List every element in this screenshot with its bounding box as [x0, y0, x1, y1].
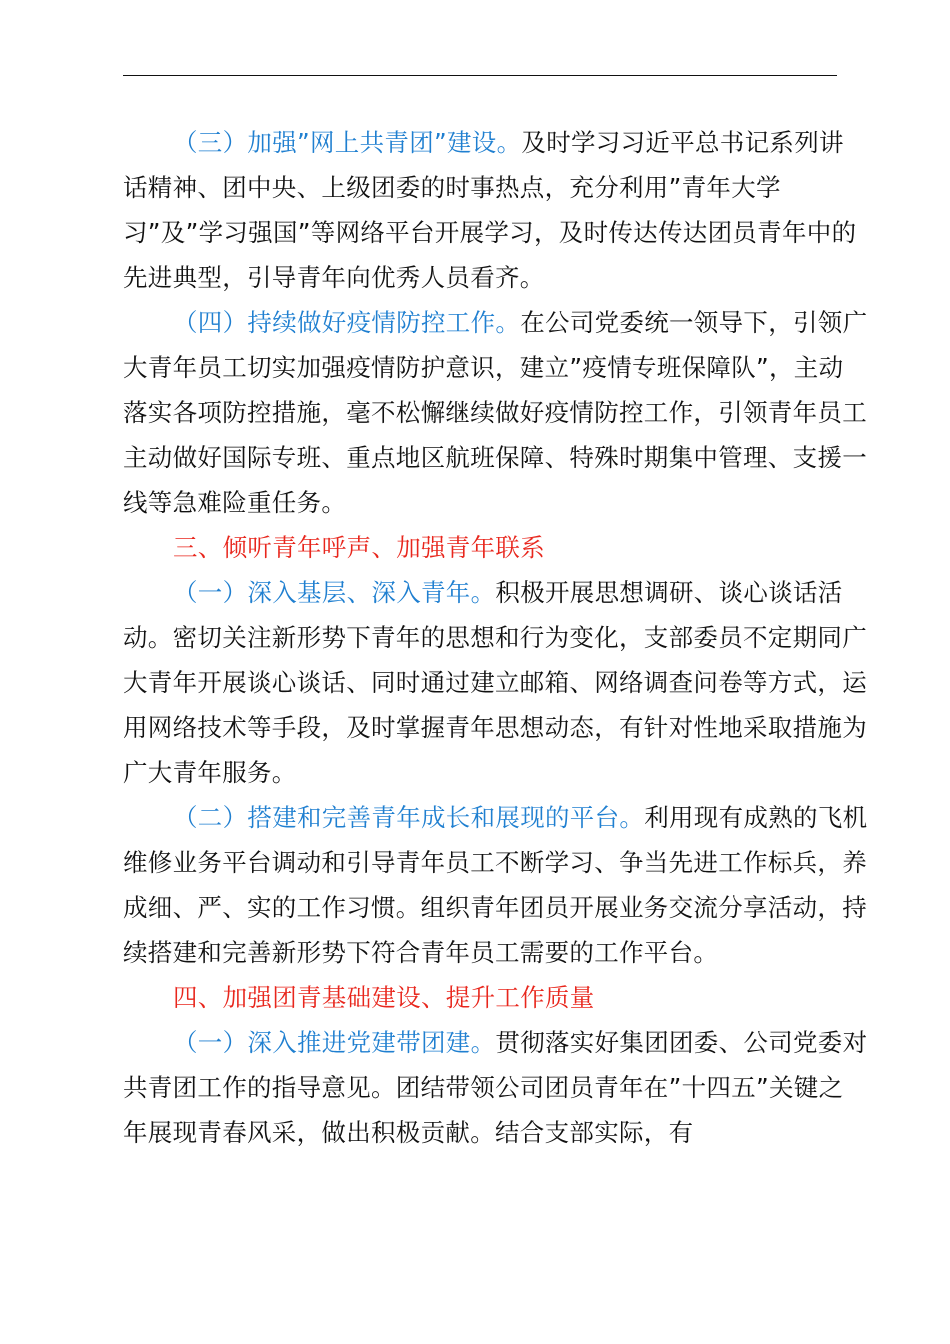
paragraph-text: 利用现有成熟的飞机维修业务平台调动和引导青年员工不断学习、争当先进工作标兵，养成细、严、实的工作习惯。组织青年团员开展业务交流分享活动，持续搭建和完善新形势下符合青年员工需要的工作平台。 — [123, 803, 868, 967]
header-rule — [123, 75, 837, 76]
paragraph-party-building — [123, 1020, 868, 1155]
subheading-network-league: （三）加强”网上共青团”建设。 — [173, 128, 522, 157]
paragraph-growth-platform — [123, 795, 868, 975]
subheading-grassroots: （一）深入基层、深入青年。 — [173, 578, 496, 607]
paragraph-grassroots — [123, 570, 868, 795]
paragraph-text: 积极开展思想调研、谈心谈话活动。密切关注新形势下青年的思想和行为变化，支部委员不定期同广大青年开展谈心谈话、同时通过建立邮箱、网络调查问卷等方式，运用网络技术等手段，及时掌握青年思想动态，有针对性地采取措施为广大青年服务。 — [123, 578, 867, 787]
subheading-epidemic-control: （四）持续做好疫情防控工作。 — [173, 308, 521, 337]
section-heading-4: 四、加强团青基础建设、提升工作质量 — [173, 983, 595, 1012]
paragraph-text: 贯彻落实好集团团委、公司党委对共青团工作的指导意见。团结带领公司团员青年在”十四五”关键之年展现青春风采，做出积极贡献。结合支部实际，有 — [123, 1028, 868, 1147]
document-body — [123, 120, 868, 1155]
subheading-growth-platform: （二）搭建和完善青年成长和展现的平台。 — [173, 803, 645, 832]
paragraph-epidemic-control — [123, 300, 868, 525]
paragraph-network-league — [123, 120, 868, 300]
section-heading-3: 三、倾听青年呼声、加强青年联系 — [173, 533, 545, 562]
paragraph-text: 及时学习习近平总书记系列讲话精神、团中央、上级团委的时事热点，充分利用”青年大学习”及”学习强国”等网络平台开展学习，及时传达传达团员青年中的先进典型，引导青年向优秀人员看齐。 — [123, 128, 857, 292]
subheading-party-building: （一）深入推进党建带团建。 — [173, 1028, 496, 1057]
paragraph-text: 在公司党委统一领导下，引领广大青年员工切实加强疫情防护意识，建立”疫情专班保障队”，主动落实各项防控措施，毫不松懈继续做好疫情防控工作，引领青年员工主动做好国际专班、重点地区航班保障、特殊时期集中管理、支援一线等急难险重任务。 — [123, 308, 868, 517]
